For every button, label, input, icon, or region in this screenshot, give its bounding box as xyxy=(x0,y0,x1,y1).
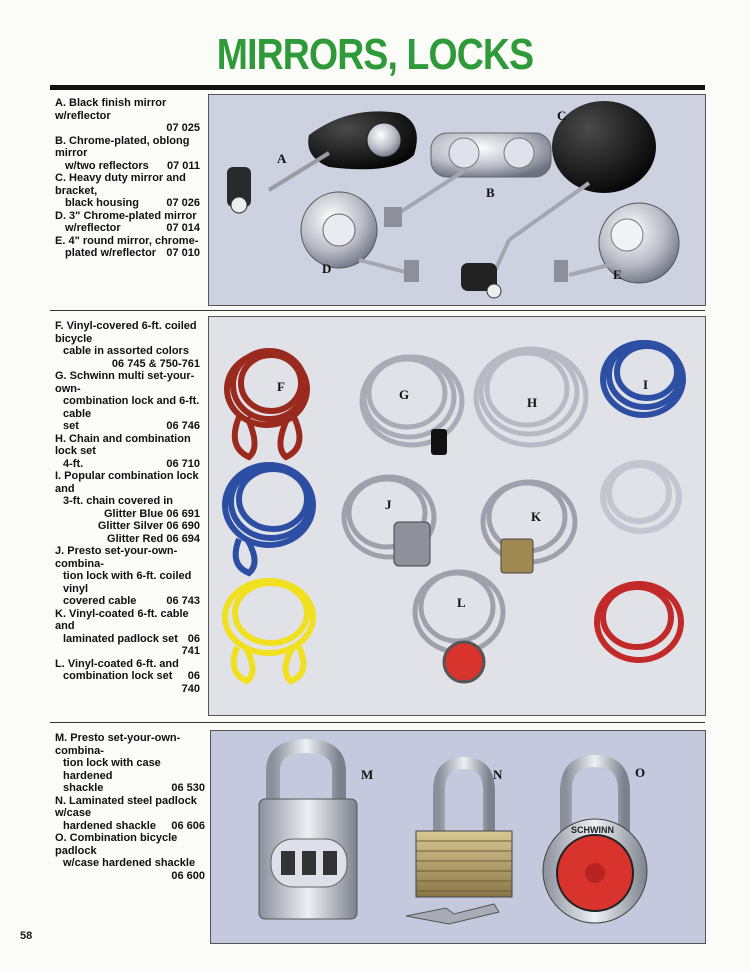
mirror-legend xyxy=(55,97,200,260)
legend-item-m: M. Presto set-your-own-combina- tion lock with case hardened shackle 06 530 xyxy=(55,732,205,794)
label-i: I xyxy=(643,377,649,392)
page-number: 58 xyxy=(20,930,33,942)
legend-item-a: A. Black finish mirror w/reflector 07 025 xyxy=(55,97,200,134)
label-d: D xyxy=(322,261,332,276)
lock-g xyxy=(431,429,447,455)
label-g: G xyxy=(399,387,410,402)
padlock-legend xyxy=(55,732,205,882)
dial-brand: SCHWINN xyxy=(571,825,614,835)
padlock-k xyxy=(501,539,533,573)
legend-item-j: J. Presto set-your-own-combina- tion lock with 6-ft. coiled vinyl covered cable 06 743 xyxy=(55,545,200,607)
cables-photo xyxy=(208,316,706,716)
label-o: O xyxy=(635,765,646,780)
lock-j xyxy=(394,522,430,566)
legend-item-k: K. Vinyl-coated 6-ft. cable and laminated padlock set 06 741 xyxy=(55,607,200,657)
cable-legend xyxy=(55,320,200,695)
label-k: K xyxy=(531,509,542,524)
divider-1 xyxy=(50,310,705,311)
legend-item-l: L. Vinyl-coated 6-ft. and combination lock set 06 740 xyxy=(55,657,200,695)
label-c: C xyxy=(557,108,567,123)
label-f: F xyxy=(277,379,285,394)
label-e: E xyxy=(613,267,622,282)
label-b: B xyxy=(486,185,495,200)
legend-item-b: B. Chrome-plated, oblong mirror w/two reflectors 07 011 xyxy=(55,134,200,172)
label-h: H xyxy=(527,395,538,410)
label-m: M xyxy=(361,767,374,782)
legend-item-e: E. 4" round mirror, chrome- plated w/reflector 07 010 xyxy=(55,234,200,259)
label-j: J xyxy=(385,497,392,512)
legend-item-i: I. Popular combination lock and 3-ft. chain covered in Glitter Blue 06 691 Glitter Silver 06 690 Glitter Red 06 694 xyxy=(55,470,200,545)
mirrors-photo xyxy=(208,94,706,306)
legend-item-n: N. Laminated steel padlock w/case hardened shackle 06 606 xyxy=(55,794,205,832)
legend-item-c: C. Heavy duty mirror and bracket, black housing 07 026 xyxy=(55,172,200,209)
label-n: N xyxy=(493,767,503,782)
dial-l xyxy=(444,642,484,682)
legend-item-f: F. Vinyl-covered 6-ft. coiled bicycle cable in assorted colors 06 745 & 750-761 xyxy=(55,320,200,370)
label-a: A xyxy=(277,151,287,166)
title-rule xyxy=(50,85,705,90)
legend-item-d: D. 3" Chrome-plated mirror w/reflector 07 014 xyxy=(55,209,200,234)
label-l: L xyxy=(457,595,466,610)
legend-item-o: O. Combination bicycle padlock w/case hardened shackle 06 600 xyxy=(55,832,205,882)
divider-2 xyxy=(50,722,705,723)
legend-item-h: H. Chain and combination lock set 4-ft. 06 710 xyxy=(55,432,200,470)
legend-item-g: G. Schwinn multi set-your-own- combination lock and 6-ft. cable set 06 746 xyxy=(55,370,200,432)
padlocks-photo xyxy=(210,730,706,944)
page-title: MIRRORS, LOCKS xyxy=(216,30,534,79)
